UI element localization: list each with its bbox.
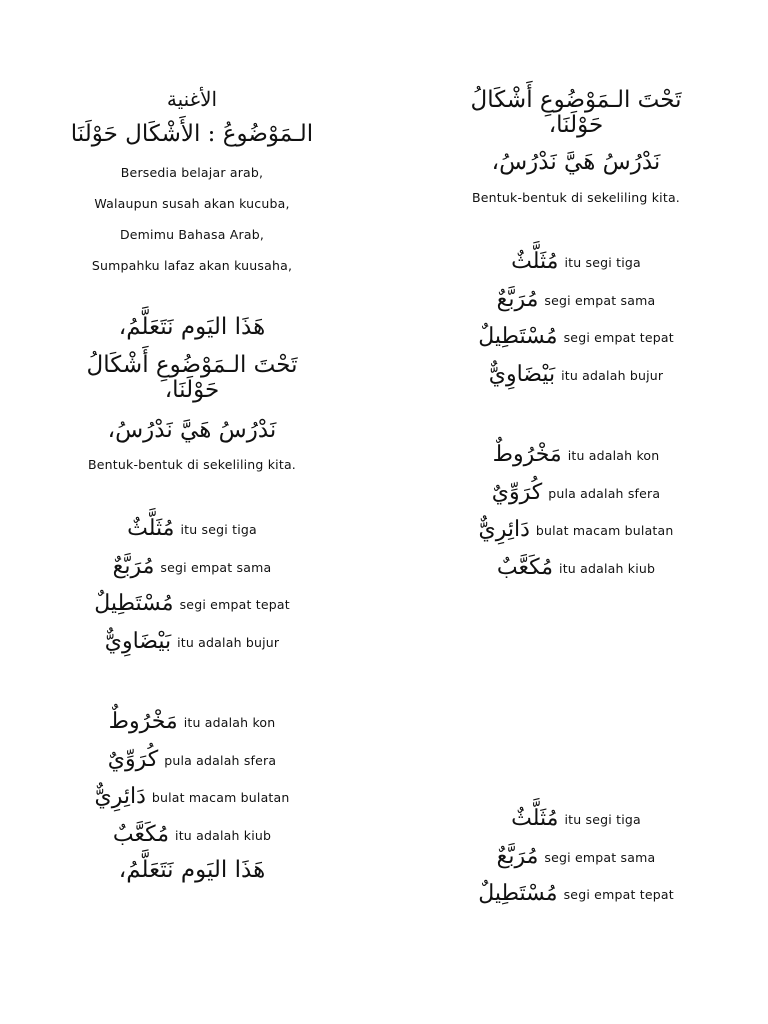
shape-arabic: مُثَلَّثٌ: [127, 516, 175, 541]
chorus-line-3: نَدْرُسُ هَيَّ نَدْرُسُ،: [107, 417, 277, 443]
shape-arabic: كُرَوِّيٌ: [107, 747, 159, 772]
shape-meaning: segi empat sama: [544, 849, 656, 865]
shape-arabic: بَيْضَاوِيٌّ: [488, 362, 556, 387]
shape-meaning: itu adalah kon: [183, 714, 276, 730]
shape-arabic: مُكَعَّبٌ: [496, 555, 554, 580]
shape-row: [384, 807, 768, 831]
shape-arabic: بَيْضَاوِيٌّ: [104, 629, 172, 654]
shape-arabic: مُرَبَّعٌ: [496, 287, 539, 312]
shape-row: [384, 481, 768, 505]
song-title: الأغنية: [166, 87, 218, 111]
verse-line-3: Demimu Bahasa Arab,: [119, 227, 265, 242]
right-column: [384, 0, 768, 1024]
shape-row: [384, 518, 768, 542]
shape-arabic: مَخْرُوطٌ: [492, 442, 562, 467]
shape-meaning: itu segi tiga: [564, 254, 641, 270]
shape-arabic: دَائِرِيٌّ: [478, 517, 530, 542]
shape-arabic: مُكَعَّبٌ: [112, 822, 170, 847]
shape-row: [384, 250, 768, 274]
verse-line-4: Sumpahku lafaz akan kuusaha,: [91, 258, 293, 273]
chorus-translation: Bentuk-bentuk di sekeliling kita.: [88, 457, 296, 472]
shape-row: [384, 556, 768, 580]
shape-row: [0, 748, 384, 772]
shape-arabic: مُسْتَطِيلٌ: [94, 591, 174, 616]
shape-row: [0, 823, 384, 847]
shape-row: [0, 555, 384, 579]
verse-line-2: Walaupun susah akan kucuba,: [94, 196, 290, 211]
shape-arabic: مُسْتَطِيلٌ: [478, 881, 558, 906]
shape-arabic: مَخْرُوطٌ: [108, 709, 178, 734]
shape-row: [384, 325, 768, 349]
shape-meaning: itu segi tiga: [180, 521, 257, 537]
shape-row: [384, 363, 768, 387]
chorus-line-2a: تَحْتَ الـمَوْضُوعِ أَشْكَالُ: [470, 87, 682, 113]
chorus-line-3: نَدْرُسُ هَيَّ نَدْرُسُ،: [491, 149, 661, 175]
shape-meaning: itu adalah kon: [567, 447, 660, 463]
chorus-line-2a: تَحْتَ الـمَوْضُوعِ أَشْكَالُ: [86, 352, 298, 378]
chorus-line-2b: حَوْلَنَا،: [164, 377, 220, 403]
chorus-translation: Bentuk-bentuk di sekeliling kita.: [472, 190, 680, 205]
shape-meaning: itu adalah bujur: [561, 367, 664, 383]
shape-row: [384, 882, 768, 906]
shape-meaning: itu adalah kiub: [175, 827, 272, 843]
chorus-line-2b: حَوْلَنَا،: [548, 112, 604, 138]
shape-row: [0, 630, 384, 654]
shape-meaning: itu adalah kiub: [559, 560, 656, 576]
shape-meaning: segi empat tepat: [563, 886, 674, 902]
shape-arabic: مُرَبَّعٌ: [112, 554, 155, 579]
shape-row: [0, 785, 384, 809]
shape-meaning: itu segi tiga: [564, 811, 641, 827]
shape-meaning: pula adalah sfera: [164, 752, 277, 768]
shape-meaning: segi empat sama: [160, 559, 272, 575]
shape-row: [0, 592, 384, 616]
shape-meaning: itu adalah bujur: [177, 634, 280, 650]
shape-arabic: مُسْتَطِيلٌ: [478, 324, 558, 349]
shape-arabic: مُثَلَّثٌ: [511, 249, 559, 274]
shape-arabic: مُثَلَّثٌ: [511, 806, 559, 831]
shape-meaning: bulat macam bulatan: [151, 789, 290, 805]
closing-line: هَذَا اليَوم نَتَعَلَّمُ،: [118, 857, 266, 883]
shape-meaning: bulat macam bulatan: [535, 522, 674, 538]
shape-meaning: segi empat tepat: [179, 596, 290, 612]
shape-row: [384, 845, 768, 869]
verse-line-1: Bersedia belajar arab,: [120, 165, 264, 180]
shape-arabic: كُرَوِّيٌ: [491, 480, 543, 505]
shape-row: [384, 443, 768, 467]
shape-row: [0, 710, 384, 734]
shape-row: [384, 288, 768, 312]
shape-meaning: segi empat tepat: [563, 329, 674, 345]
chorus-line-1: هَذَا اليَوم نَتَعَلَّمُ،: [118, 314, 266, 340]
song-topic: الـمَوْضُوعُ : الأَشْكَال حَوْلَنَا: [70, 121, 314, 147]
shape-meaning: pula adalah sfera: [548, 485, 661, 501]
shape-meaning: segi empat sama: [544, 292, 656, 308]
shape-row: [0, 517, 384, 541]
shape-arabic: دَائِرِيٌّ: [94, 784, 146, 809]
shape-arabic: مُرَبَّعٌ: [496, 844, 539, 869]
